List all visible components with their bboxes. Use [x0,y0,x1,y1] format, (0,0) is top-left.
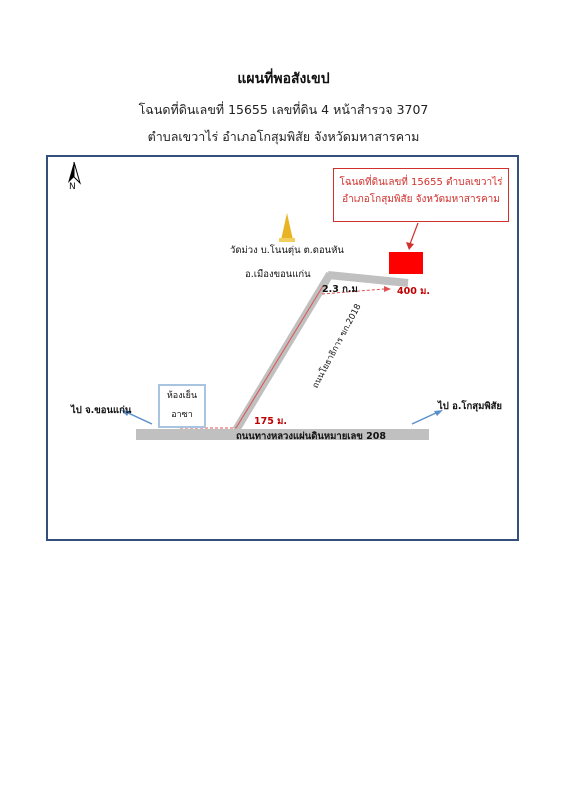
to-kosum-label: ไป อ.โกสุมพิสัย [438,401,502,412]
temple-icon [279,213,295,242]
highway-label: ถนนทางหลวงแผ่นดินหมายเลข 208 [236,431,387,442]
callout-line-2: อำเภอโกสุมพิสัย จังหวัดมหาสารคาม [342,194,500,205]
route-diagonal [236,286,323,428]
deed-info: โฉนดที่ดินเลขที่ 15655 เลขที่ดิน 4 หน้าสำรวจ 3707 [138,102,429,117]
callout-pointer [410,223,418,244]
temple-label-line-1: วัดม่วง บ.โนนตุ่น ต.ดอนหัน [230,245,344,256]
distance-side-label: 400 ม. [397,286,431,297]
landmark-line-2: อาซา [171,410,193,420]
location-info: ตำบลเขวาไร่ อำเภอโกสุมพิสัย จังหวัดมหาสารคาม [147,129,420,144]
north-label: N [69,182,76,192]
deed-callout [333,168,509,222]
cold-storage-landmark [158,384,206,428]
temple-label-line-2: อ.เมืองขอนแก่น [245,269,311,280]
north-arrow-icon [68,162,80,183]
route-arrowhead [384,286,391,292]
page-title: แผนที่พอสังเขป [237,71,330,87]
distance-main-label: 2.3 ก.ม [322,284,358,295]
land-plot-marker [389,252,423,274]
landmark-line-1: ห้องเย็น [166,391,198,401]
diagonal-road-label: ถนนโยธาธิการ ขก.2018 [310,302,364,391]
distance-highway-label: 175 ม. [254,416,288,427]
to-khonkaen-label: ไป จ.ขอนแก่น [71,405,132,416]
callout-line-1: โฉนดที่ดินเลขที่ 15655 ตำบลเขวาไร่ [339,177,503,188]
callout-arrowhead [406,242,414,250]
